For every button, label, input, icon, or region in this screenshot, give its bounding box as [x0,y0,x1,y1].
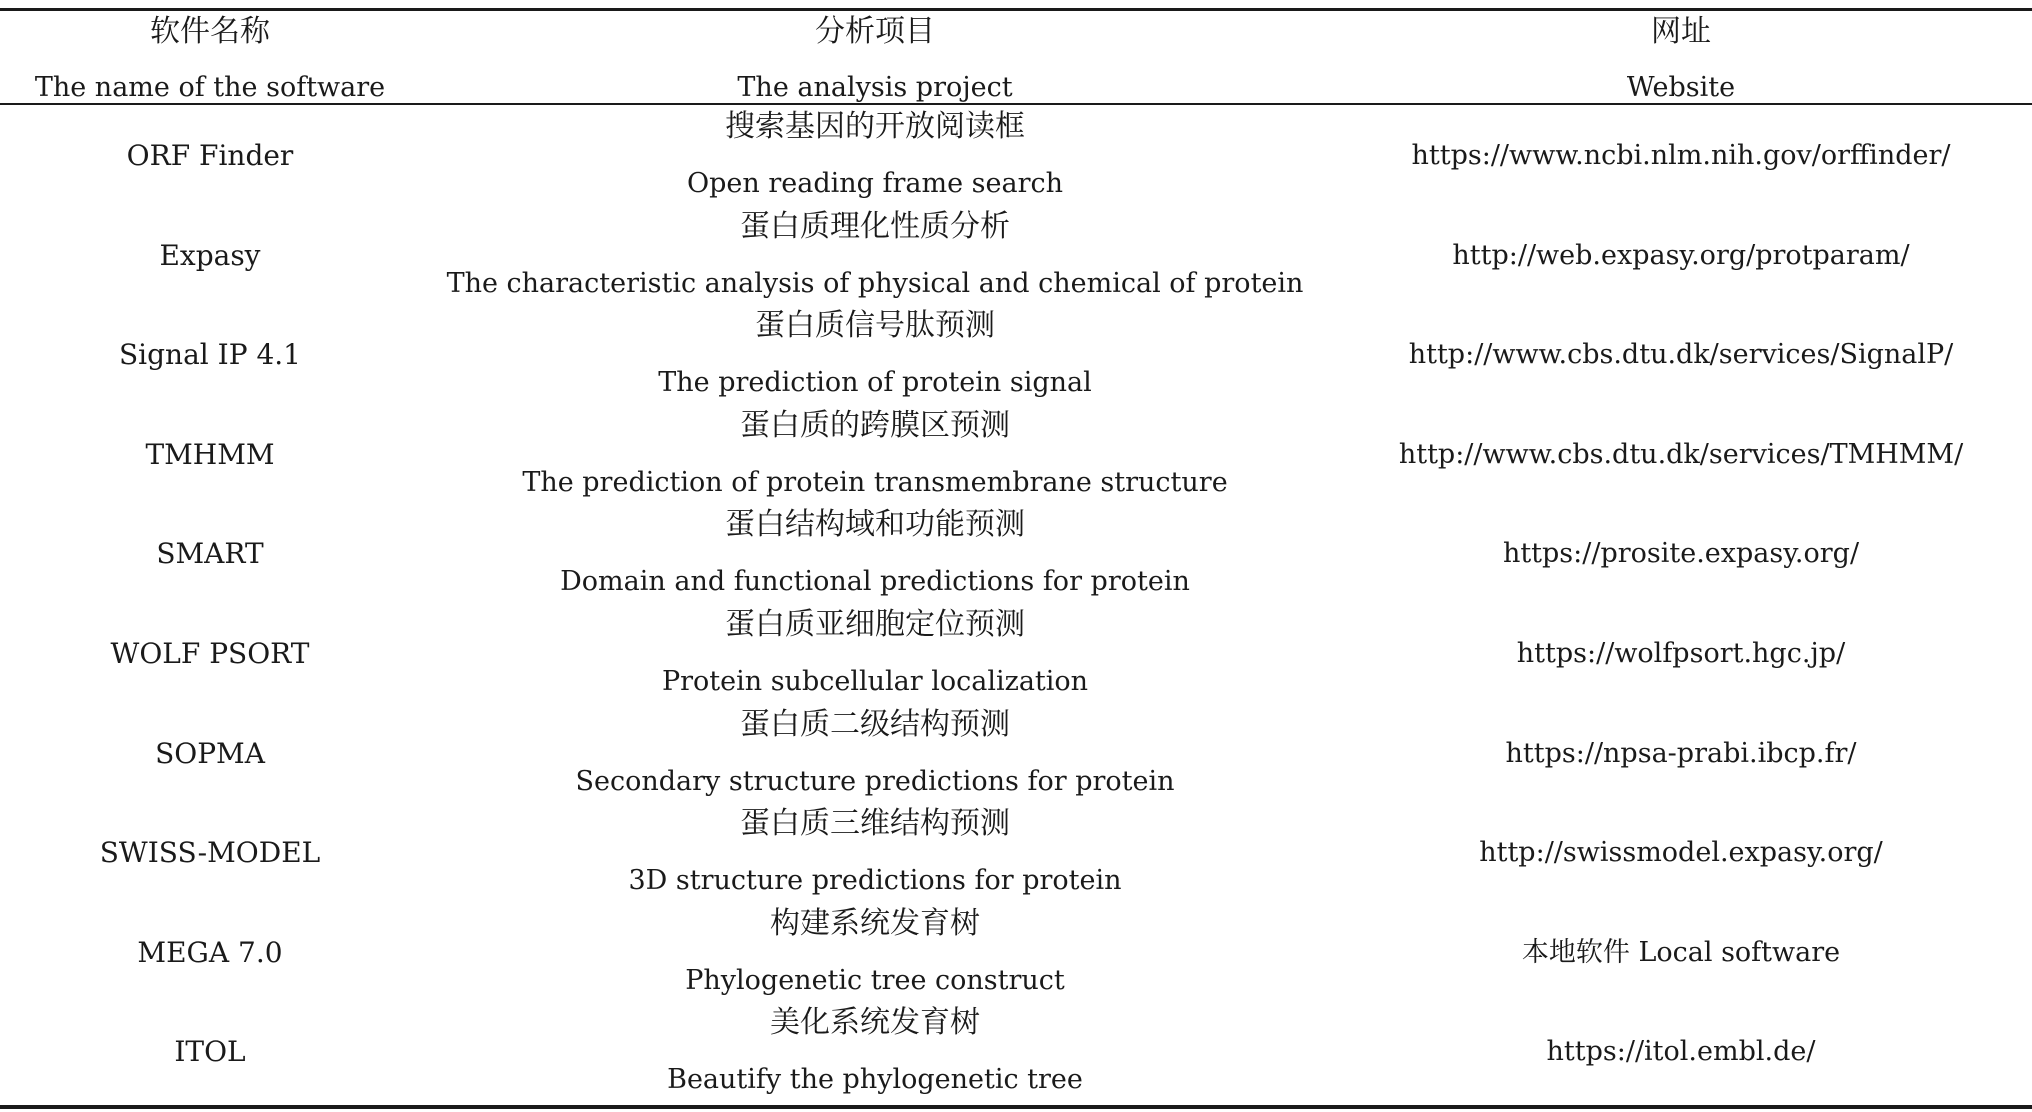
table-row [0,903,2032,1003]
website-link[interactable]: https://www.ncbi.nlm.nih.gov/orffinder/ [1411,140,1951,171]
table-top-rule [0,8,2032,11]
table-row [0,504,2032,604]
project-en: The prediction of protein signal [658,367,1092,399]
table-row [0,106,2032,206]
table-row [0,704,2032,804]
software-name: WOLF PSORT [110,637,310,670]
website-link[interactable]: http://www.cbs.dtu.dk/services/TMHMM/ [1398,438,1964,470]
software-name: Expasy [159,238,261,272]
project-en: Domain and functional predictions for protein [560,566,1190,598]
table-bottom-rule [0,1105,2032,1109]
project-en: Beautify the phylogenetic tree [667,1064,1083,1096]
software-name: SOPMA [155,736,265,770]
table-row [0,803,2032,903]
website-link[interactable]: http://swissmodel.expasy.org/ [1479,837,1883,869]
table-row [0,405,2032,505]
project-en: The prediction of protein transmembrane structure [522,466,1228,498]
table-header-rule [0,103,2032,105]
table-header [0,12,2032,102]
project-zh: 蛋白质三维结构预测 [740,806,1010,842]
project-en: Phylogenetic tree construct [685,964,1065,996]
software-name: SWISS-MODEL [99,836,321,870]
header-analysis-project-zh: 分析项目 [815,14,935,49]
website-link[interactable]: http://www.cbs.dtu.dk/services/SignalP/ [1408,339,1954,371]
project-zh: 蛋白质信号肽预测 [755,308,995,344]
project-zh: 蛋白质的跨膜区预测 [740,407,1010,443]
header-website-zh: 网址 [1651,14,1711,49]
project-en: 3D structure predictions for protein [628,865,1122,897]
website-link[interactable]: https://prosite.expasy.org/ [1502,538,1860,570]
project-zh: 蛋白质二级结构预测 [740,706,1010,742]
project-zh: 构建系统发育树 [770,905,980,941]
website-local-software: 本地软件 Local software [1521,936,1841,968]
software-name: SMART [156,537,264,571]
project-zh: 蛋白质亚细胞定位预测 [725,607,1025,642]
software-name: MEGA 7.0 [137,935,283,969]
project-zh: 美化系统发育树 [770,1005,980,1041]
project-zh: 蛋白结构域和功能预测 [725,507,1025,543]
table-row [0,305,2032,405]
project-en: Open reading frame search [686,168,1064,199]
project-en: Secondary structure predictions for protein [575,765,1175,797]
software-name: ITOL [174,1035,246,1069]
project-en: The characteristic analysis of physical and chemical of protein [446,267,1304,299]
software-name: Signal IP 4.1 [119,338,301,372]
header-analysis-project-en: The analysis project [737,72,1013,103]
project-zh: 搜索基因的开放阅读框 [725,109,1025,144]
table-row [0,604,2032,704]
table-row [0,1002,2032,1102]
software-name: ORF Finder [126,139,294,172]
project-en: Protein subcellular localization [661,666,1089,697]
website-link[interactable]: http://web.expasy.org/protparam/ [1452,239,1910,271]
table-row [0,206,2032,306]
project-zh: 蛋白质理化性质分析 [740,208,1010,244]
header-software-name-en: The name of the software [34,72,386,103]
software-name: TMHMM [145,437,275,471]
website-link[interactable]: https://itol.embl.de/ [1546,1036,1816,1068]
website-link[interactable]: https://wolfpsort.hgc.jp/ [1516,638,1846,669]
header-software-name-zh: 软件名称 [150,14,270,49]
header-website-en: Website [1626,72,1736,103]
website-link[interactable]: https://npsa-prabi.ibcp.fr/ [1505,737,1857,769]
